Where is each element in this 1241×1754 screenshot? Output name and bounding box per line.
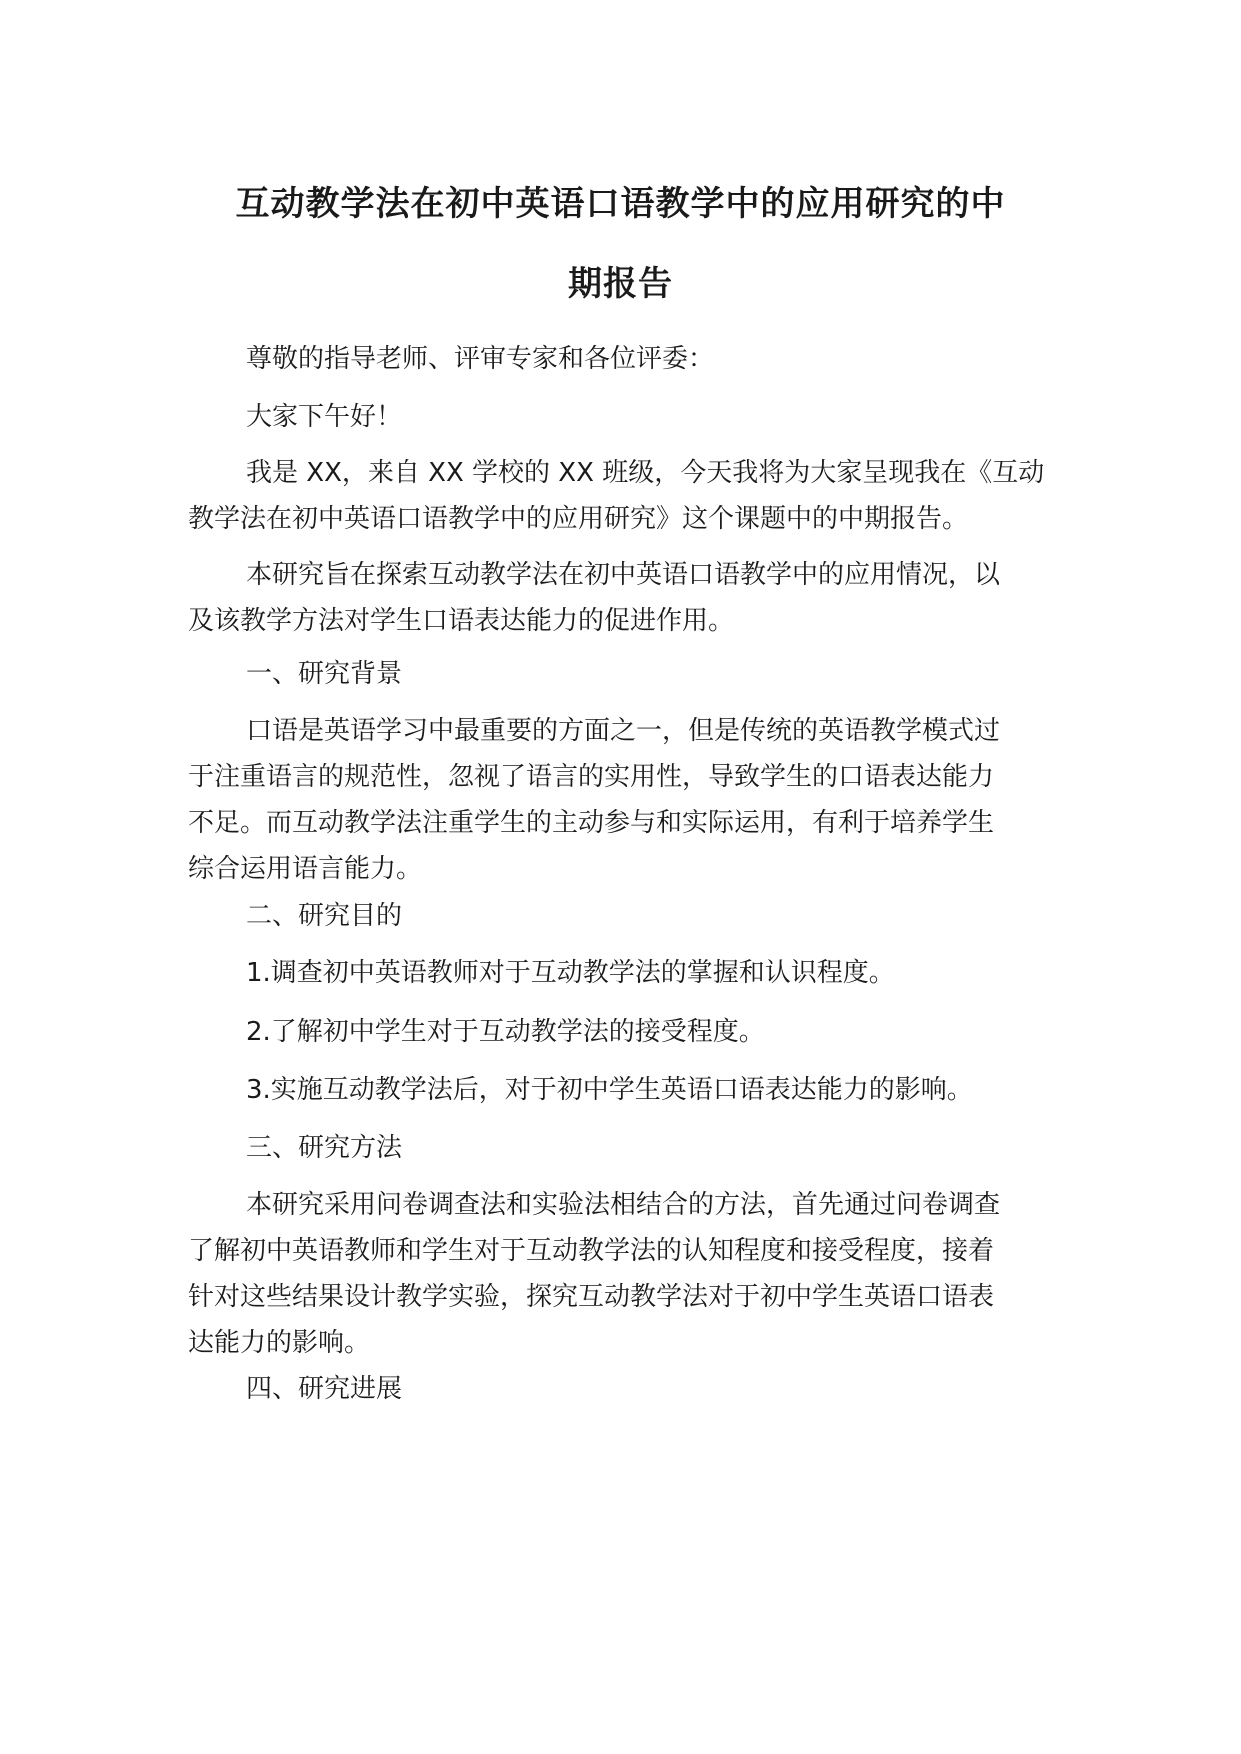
intro-paragraph xyxy=(188,450,1058,542)
objective-text: 2.了解初中学生对于互动教学法的接受程度。 xyxy=(246,1017,765,1047)
salutation-text: 大家下午好！ xyxy=(246,402,403,432)
section-1-line: 不足。而互动教学法注重学生的主动参与和实际运用，有利于培养学生 xyxy=(188,808,995,838)
objective-item xyxy=(188,950,1058,996)
section-3-heading xyxy=(188,1125,1058,1171)
section-heading-text: 二、研究目的 xyxy=(246,901,403,931)
objective-item xyxy=(188,1067,1058,1113)
section-heading-text: 三、研究方法 xyxy=(246,1133,403,1163)
greeting xyxy=(188,336,1058,382)
section-3-line: 达能力的影响。 xyxy=(188,1328,371,1358)
section-1-line: 综合运用语言能力。 xyxy=(188,854,423,884)
section-3-body xyxy=(188,1182,1058,1366)
objective-item xyxy=(188,1009,1058,1055)
section-1-heading xyxy=(188,651,1058,697)
section-2-heading xyxy=(188,893,1058,939)
section-3-line: 本研究采用问卷调查法和实验法相结合的方法，首先通过问卷调查 xyxy=(246,1190,1001,1220)
objective-text: 1.调查初中英语教师对于互动教学法的掌握和认识程度。 xyxy=(246,958,895,988)
section-4-heading xyxy=(188,1366,1058,1412)
section-3-line: 了解初中英语教师和学生对于互动教学法的认知程度和接受程度，接着 xyxy=(188,1236,995,1266)
objective-text: 3.实施互动教学法后，对于初中学生英语口语表达能力的影响。 xyxy=(246,1075,973,1105)
intro-line: 我是 XX，来自 XX 学校的 XX 班级，今天我将为大家呈现我在《互动 xyxy=(246,458,1045,488)
section-1-body xyxy=(188,708,1058,892)
purpose-line: 及该教学方法对学生口语表达能力的促进作用。 xyxy=(188,606,735,636)
intro-line: 教学法在初中英语口语教学中的应用研究》这个课题中的中期报告。 xyxy=(188,504,969,534)
greeting-text: 尊敬的指导老师、评审专家和各位评委： xyxy=(246,344,715,374)
document-title-line-1: 互动教学法在初中英语口语教学中的应用研究的中 xyxy=(235,184,1006,224)
section-1-line: 口语是英语学习中最重要的方面之一，但是传统的英语教学模式过 xyxy=(246,716,1001,746)
section-heading-text: 四、研究进展 xyxy=(246,1374,403,1404)
purpose-line: 本研究旨在探索互动教学法在初中英语口语教学中的应用情况，以 xyxy=(246,560,1001,590)
document-title-line-2: 期报告 xyxy=(568,264,673,304)
section-heading-text: 一、研究背景 xyxy=(246,659,403,689)
purpose-paragraph xyxy=(188,552,1058,644)
section-1-line: 于注重语言的规范性，忽视了语言的实用性，导致学生的口语表达能力 xyxy=(188,762,995,792)
salutation xyxy=(188,394,1058,440)
section-3-line: 针对这些结果设计教学实验，探究互动教学法对于初中学生英语口语表 xyxy=(188,1282,995,1312)
